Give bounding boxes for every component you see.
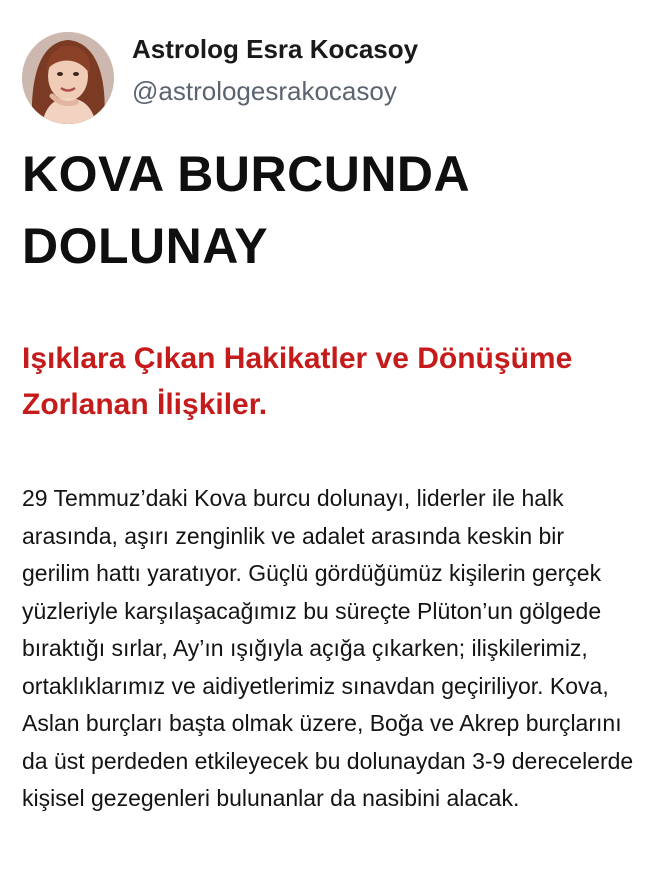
post-title: KOVA BURCUNDA DOLUNAY — [22, 146, 469, 274]
author-name[interactable]: Astrolog Esra Kocasoy — [132, 34, 419, 64]
author-handle[interactable]: @astrologesrakocasoy — [132, 76, 397, 106]
post-body: 29 Temmuz’daki Kova burcu dolunayı, liderler ile halk arasında, aşırı zenginlik ve adalet arasında keskin bir gerilim hattı yaratıyor. Güçlü gördüğümüz kişilerin gerçek yüzleriyle karşılaşacağımız bu süreçte Plüton’un gölgede bıraktığı sırlar, Ay’ın ışığıyla açığa çıkarken; ilişkilerimiz, ortaklıklarımız ve aidiyetlerimiz sınavdan geçiriliyor. Kova, Aslan burçları başta olmak üzere, Boğa ve Akrep burçlarını da üst perdeden etkileyecek bu dolunaydan 3-9 derecelerde kişisel gezegenleri bulunanlar da nasibini alacak. — [22, 485, 634, 811]
avatar-portrait-icon — [22, 32, 114, 124]
avatar[interactable] — [22, 32, 114, 124]
post-subtitle: Işıklara Çıkan Hakikatler ve Dönüşüme Zorlanan İlişkiler. — [22, 342, 573, 421]
post-header — [22, 32, 622, 124]
